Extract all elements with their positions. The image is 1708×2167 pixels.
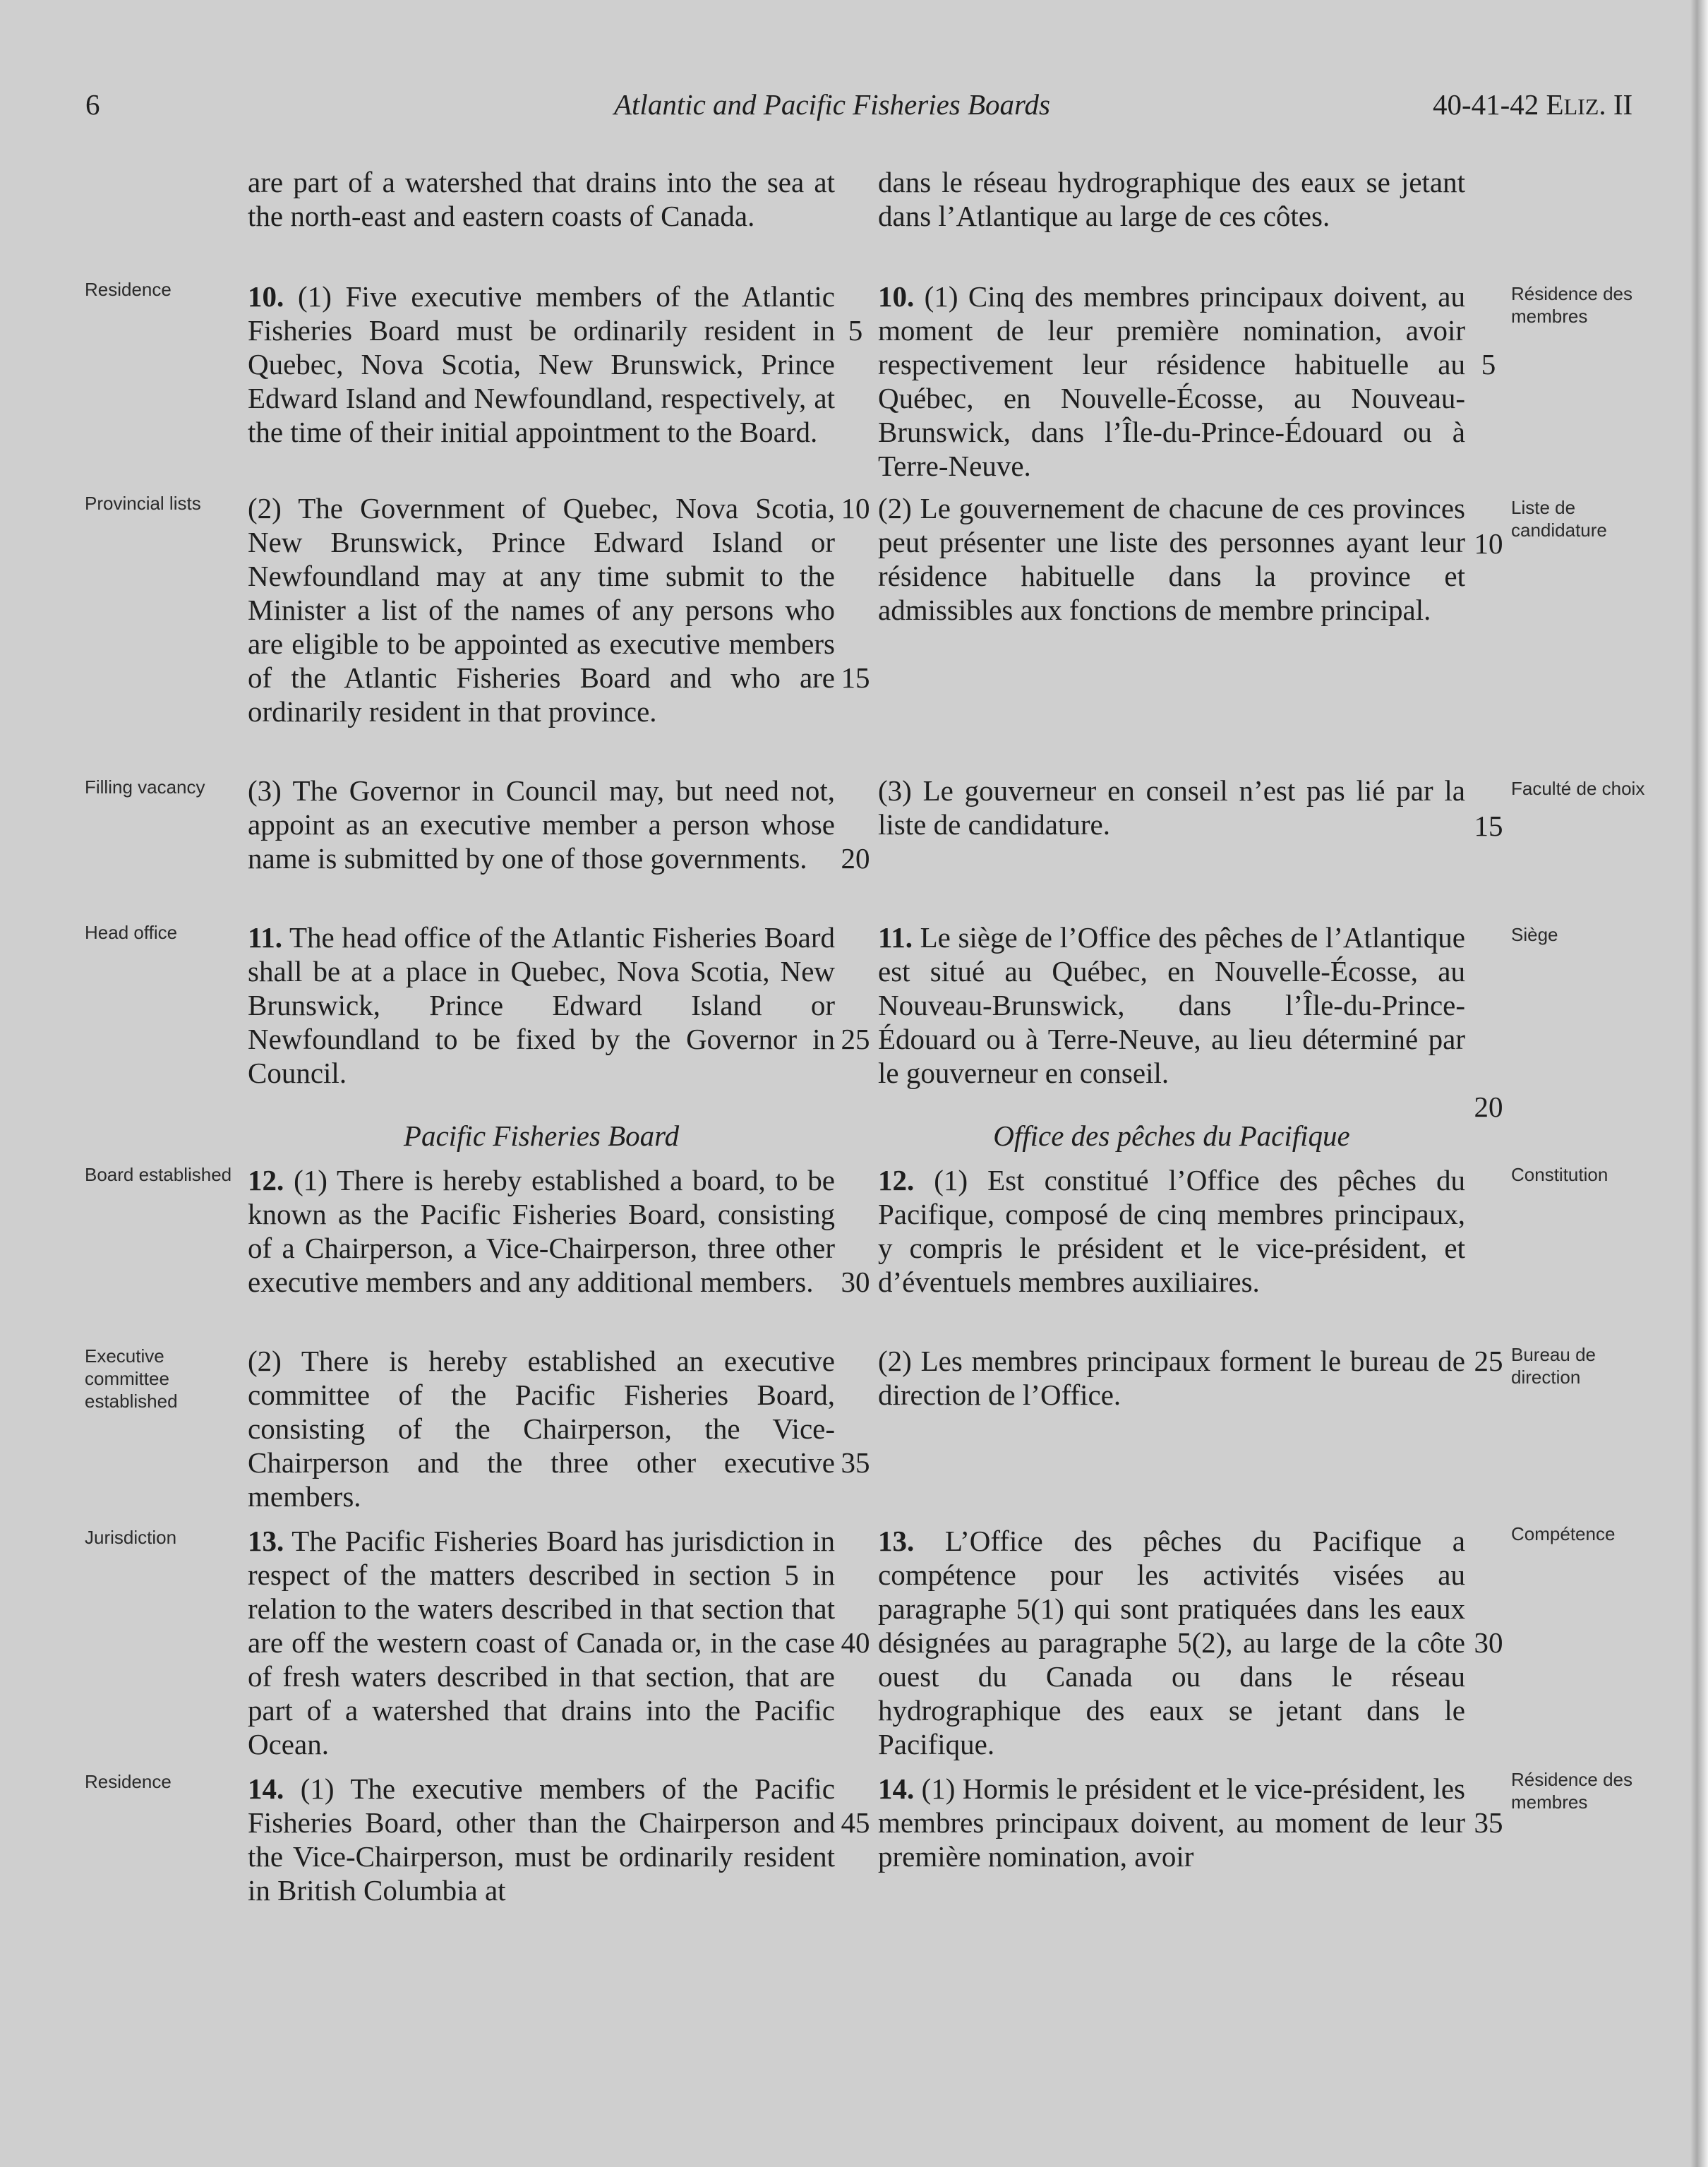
section-number: 10. <box>878 280 915 313</box>
marginal-note: Board established <box>85 1164 232 1185</box>
french-section-11 <box>878 920 1465 1090</box>
english-section-12-1 <box>248 1163 835 1299</box>
english-section-10-1 <box>248 280 835 449</box>
line-number: 10 <box>1474 527 1503 560</box>
section-text: The head office of the Atlantic Fisheries Board shall be at a place in Quebec, Nova Scotia, New Brunswick, Prince Edward Island or Newfoundland to be fixed by the Governor in Council. <box>248 921 835 1089</box>
marginal-note: Filling vacancy <box>85 776 205 798</box>
section-text: (1) There is hereby established a board, to be known as the Pacific Fisheries Board, consisting of a Chairperson, a Vice-Chairperson, three other executive members and any additional members. <box>248 1164 835 1298</box>
english-section-13 <box>248 1524 835 1761</box>
section-number: 10. <box>248 280 284 313</box>
line-number: 40 <box>841 1626 870 1659</box>
english-section-14-1 <box>248 1772 835 1907</box>
line-number: 20 <box>841 842 870 875</box>
marginal-note: Compétence <box>1511 1523 1616 1544</box>
french-section-10-2: (2) Le gouvernement de chacune de ces provinces peut présenter une liste des personnes ayant leur résidence habituelle dans la province et admissibles aux fonctions de membre principal. <box>878 492 1465 626</box>
french-section-10-1 <box>878 280 1465 483</box>
marginal-note: Bureau de direction <box>1511 1344 1596 1388</box>
section-text: (1) Five executive members of the Atlantic Fisheries Board must be ordinarily resident in Quebec, Nova Scotia, New Brunswick, Prince Edward Island and Newfoundland, respectively, at the time of their initial appointment to the Board. <box>248 280 835 448</box>
page-title: Atlantic and Pacific Fisheries Boards <box>614 88 1050 121</box>
line-number: 25 <box>1474 1345 1503 1377</box>
line-number: 30 <box>841 1266 870 1298</box>
section-number: 11. <box>878 921 913 954</box>
french-section-12-2: (2) Les membres principaux forment le bureau de direction de l’Office. <box>878 1345 1465 1411</box>
marginal-note: Liste de candidature <box>1511 497 1607 541</box>
english-paragraph: are part of a watershed that drains into the sea at the north-east and eastern coasts of Canada. <box>248 166 835 232</box>
section-number: 12. <box>878 1164 915 1196</box>
marginal-note: Résidence des membres <box>1511 1769 1632 1813</box>
section-text: (1) Hormis le président et le vice-président, les membres principaux doivent, au moment de leur première nomination, avoir <box>878 1772 1465 1873</box>
section-number: 11. <box>248 921 282 954</box>
line-number: 25 <box>841 1023 870 1055</box>
section-text: (1) Cinq des membres principaux doivent, au moment de leur première nomination, avoir respectivement leur résidence habituelle au Québec, en Nouvelle-Écosse, au Nouveau-Brunswick, dans l’Île-du-Prince-Édouard ou à Terre-Neuve. <box>878 280 1465 482</box>
marginal-note: Faculté de choix <box>1511 778 1645 799</box>
line-number: 15 <box>1474 810 1503 842</box>
line-number: 5 <box>848 314 863 347</box>
english-section-12-2: (2) There is hereby established an executive committee of the Pacific Fisheries Board, consisting of the Chairperson, the Vice-Chairperson and the three other executive members. <box>248 1345 835 1513</box>
section-number: 13. <box>248 1525 284 1557</box>
line-number: 20 <box>1474 1091 1503 1123</box>
volume-small-caps: LIZ <box>1563 94 1599 119</box>
page-number: 6 <box>85 88 100 121</box>
marginal-note: Résidence des membres <box>1511 283 1632 327</box>
section-text: (1) The executive members of the Pacific Fisheries Board, other than the Chairperson and the Vice-Chairperson, must be ordinarily resident in British Columbia at <box>248 1772 835 1907</box>
line-number: 35 <box>1474 1806 1503 1839</box>
marginal-note: Provincial lists <box>85 493 201 514</box>
section-text: (1) Est constitué l’Office des pêches du Pacifique, composé de cinq membres principaux, y compris le président et le vice-président, et d’éventuels membres auxiliaires. <box>878 1164 1465 1298</box>
line-number: 15 <box>841 661 870 694</box>
section-number: 14. <box>878 1772 915 1805</box>
marginal-note: Constitution <box>1511 1164 1608 1185</box>
line-number: 10 <box>841 492 870 524</box>
line-number: 35 <box>841 1446 870 1479</box>
marginal-note: Jurisdiction <box>85 1527 177 1548</box>
page-edge <box>1690 0 1708 2167</box>
marginal-note: Executive committee established <box>85 1345 178 1412</box>
section-text: Le siège de l’Office des pêches de l’Atlantique est situé au Québec, en Nouvelle-Écosse, au Nouveau-Brunswick, dans l’Île-du-Prince-Édouard ou à Terre-Neuve, au lieu déterminé par le gouverneur en conseil. <box>878 921 1465 1089</box>
french-paragraph: dans le réseau hydrographique des eaux se jetant dans l’Atlantique au large de ces côtes. <box>878 166 1465 232</box>
french-section-10-3: (3) Le gouverneur en conseil n’est pas lié par la liste de candidature. <box>878 774 1465 841</box>
english-section-10-3: (3) The Governor in Council may, but need not, appoint as an executive member a person whose name is submitted by one of those governments. <box>248 774 835 875</box>
volume-prefix: 40-41-42 E <box>1433 88 1564 121</box>
marginal-note: Head office <box>85 922 178 943</box>
marginal-note: Residence <box>85 279 172 300</box>
section-number: 13. <box>878 1525 915 1557</box>
volume-suffix: . II <box>1599 88 1633 121</box>
line-number: 45 <box>841 1806 870 1839</box>
line-number: 5 <box>1481 348 1496 380</box>
english-section-11 <box>248 920 835 1090</box>
section-text: L’Office des pêches du Pacifique a compétence pour les activités visées au paragraphe 5(1) qui sont pratiquées dans les eaux désignées au paragraphe 5(2), au large de la côte ouest du Canada ou dans le réseau hydrographique des eaux se jetant dans le Pacifique. <box>878 1525 1465 1760</box>
french-section-14-1 <box>878 1772 1465 1873</box>
french-heading: Office des pêches du Pacifique <box>993 1119 1350 1152</box>
line-number: 30 <box>1474 1626 1503 1659</box>
marginal-note: Residence <box>85 1771 172 1792</box>
volume-reference <box>1433 88 1632 121</box>
section-text: The Pacific Fisheries Board has jurisdiction in respect of the matters described in section 5 in relation to the waters described in that section that are off the western coast of Canada or, in the case of fresh waters described in that section, that are part of a watershed that drains into the Pacific Ocean. <box>248 1525 835 1760</box>
english-heading: Pacific Fisheries Board <box>403 1119 680 1152</box>
french-section-13 <box>878 1524 1465 1761</box>
section-number: 12. <box>248 1164 284 1196</box>
marginal-note: Siège <box>1511 924 1558 945</box>
english-section-10-2: (2) The Government of Quebec, Nova Scotia, New Brunswick, Prince Edward Island or Newfoundland may at any time submit to the Minister a list of the names of any persons who are eligible to be appointed as executive members of the Atlantic Fisheries Board and who are ordinarily resident in that province. <box>248 492 835 728</box>
section-number: 14. <box>248 1772 284 1805</box>
french-section-12-1 <box>878 1163 1465 1299</box>
